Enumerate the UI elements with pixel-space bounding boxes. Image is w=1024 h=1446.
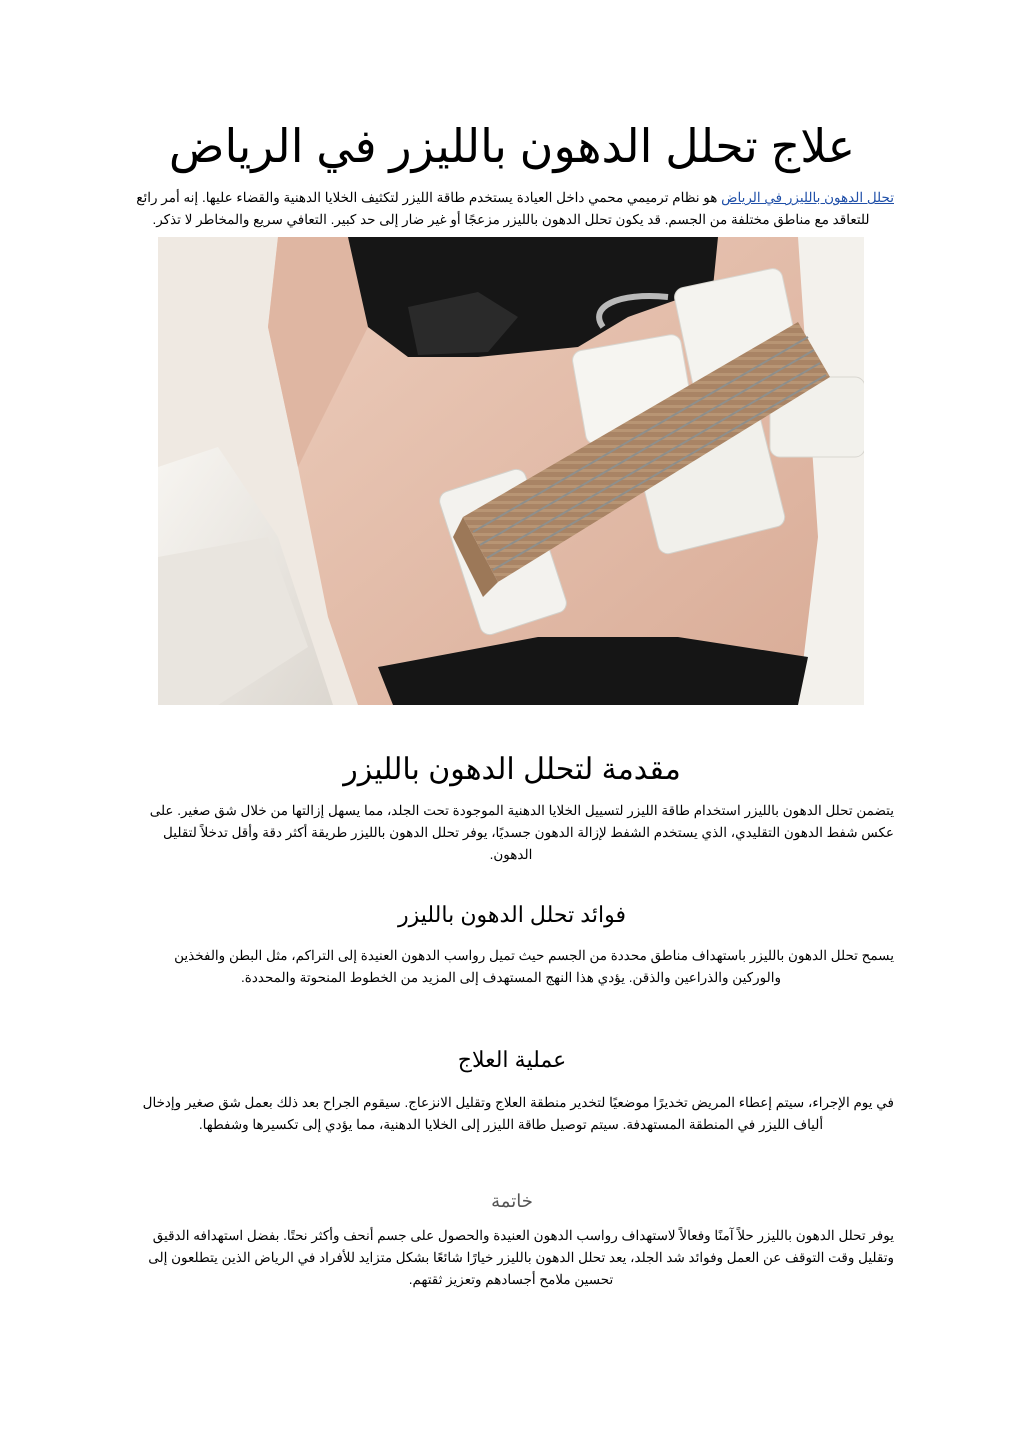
page-title: علاج تحلل الدهون بالليزر في الرياض: [168, 120, 856, 172]
section-body-benefits: يسمح تحلل الدهون بالليزر باستهداف مناطق محددة من الجسم حيث تميل رواسب الدهون العنيدة إلى التراكم، مثل البطن والفخذين والوركين والذراعين والذقن. يؤدي هذا النهج المستهدف إلى المزيد من الخطوط المنحوتة والمحددة.: [174, 948, 894, 985]
intro-paragraph: [128, 187, 894, 231]
photo-illustration: [158, 237, 864, 705]
section-heading-intro: مقدمة لتحلل الدهون بالليزر: [343, 753, 681, 786]
section-body-procedure: في يوم الإجراء، سيتم إعطاء المريض تخديرًا موضعيًا لتخدير منطقة العلاج وتقليل الانزعاج. سيقوم الجراح بعد ذلك بعمل شق صغير وإدخال ألياف الليزر في المنطقة المستهدفة. سيتم توصيل طاقة الليزر إلى الخلايا الدهنية، مما يؤدي إلى تكسيرها وشفطها.: [142, 1095, 894, 1132]
laser-lipolysis-photo: [158, 237, 864, 705]
section-heading-procedure: عملية العلاج: [457, 1047, 567, 1072]
intro-link[interactable]: تحلل الدهون بالليزر في الرياض: [721, 190, 894, 205]
section-body-conclusion: يوفر تحلل الدهون بالليزر حلاً آمنًا وفعالاً لاستهداف رواسب الدهون العنيدة والحصول على جسم أنحف وأكثر نحتًا. بفضل استهدافه الدقيق وتقليل وقت التوقف عن العمل وفوائد شد الجلد، يعد تحلل الدهون بالليزر خيارًا شائعًا بشكل متزايد للأفراد في الرياض الذين يتطلعون إلى تحسين ملامح أجسادهم وتعزيز ثقتهم.: [148, 1228, 894, 1287]
section-body-intro: يتضمن تحلل الدهون بالليزر استخدام طاقة الليزر لتسييل الخلايا الدهنية الموجودة تحت الجلد، مما يسهل إزالتها من خلال شق صغير. على عكس شفط الدهون التقليدي، الذي يستخدم الشفط لإزالة الدهون جسديًا، يوفر تحلل الدهون بالليزر طريقة أكثر دقة وأقل تدخلاً لتقليل الدهون.: [149, 803, 894, 862]
intro-text: هو نظام ترميمي محمي داخل العيادة يستخدم طاقة الليزر لتكثيف الخلايا الدهنية والقضاء عليها. إنه أمر رائع للتعاقد مع مناطق مختلفة من الجسم. قد يكون تحلل الدهون بالليزر مزعجًا أو غير ضار إلى حد كبير. التعافي سريع والمخاطر لا تذكر.: [136, 190, 870, 227]
section-heading-conclusion: خاتمة: [491, 1191, 533, 1211]
section-heading-benefits: فوائد تحلل الدهون بالليزر: [398, 902, 626, 927]
